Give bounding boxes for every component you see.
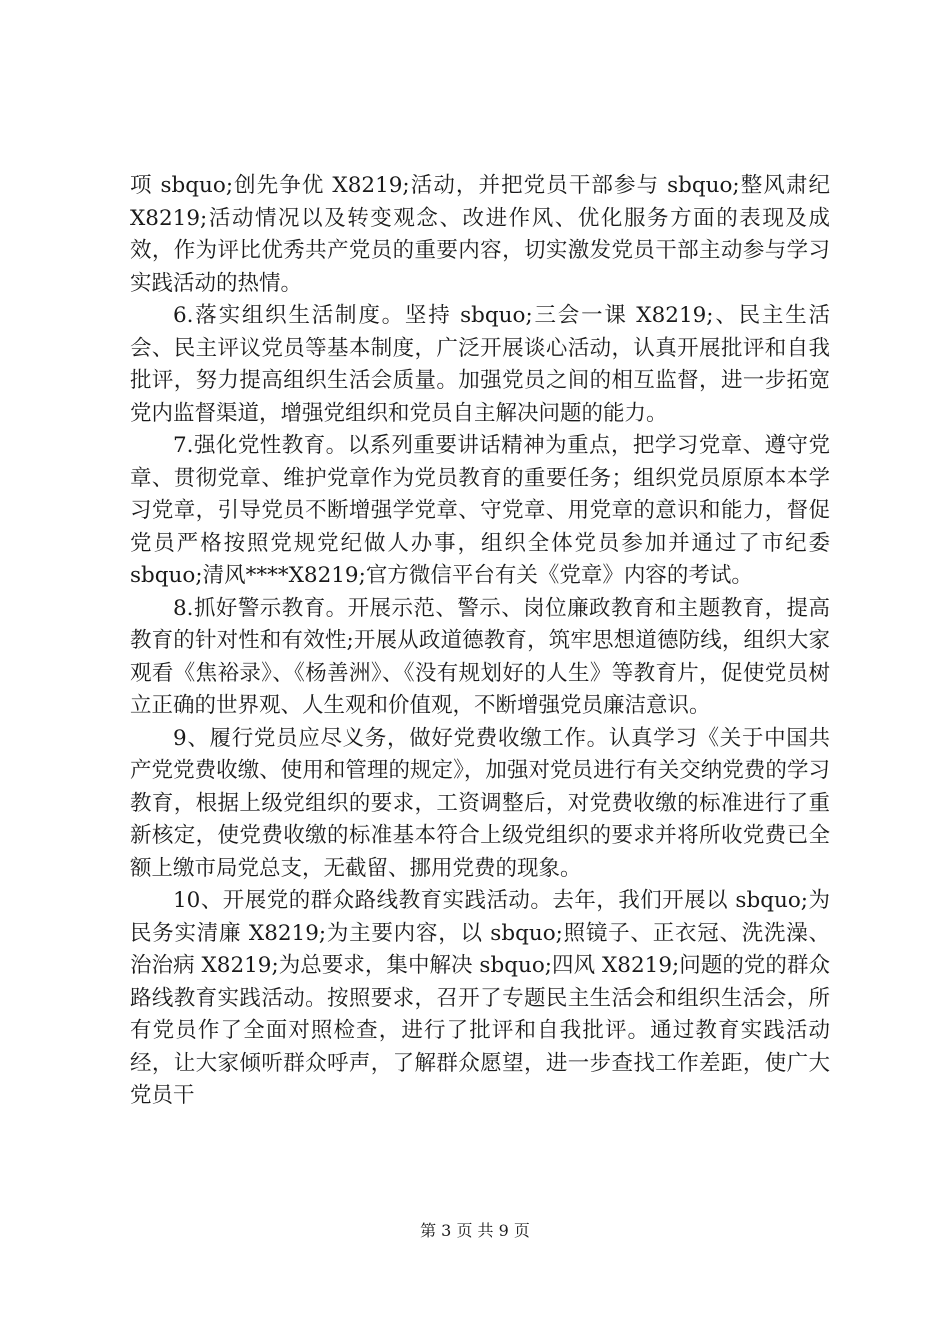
paragraph-continuation: 项 sbquo;创先争优 X8219;活动，并把党员干部参与 sbquo;整风肃纪 X8219;活动情况以及转变观念、改进作风、优化服务方面的表现及成效，作为评比优秀共产党员的重要内容，切实激发党员干部主动参与学习实践活动的热情。 — [130, 173, 830, 296]
paragraph-7: 7.强化党性教育。以系列重要讲话精神为重点，把学习党章、遵守党章、贯彻党章、维护党章作为党员教育的重要任务；组织党员原原本本学习党章，引导党员不断增强学党章、守党章、用党章的意识和能力，督促党员严格按照党规党纪做人办事，组织全体党员参加并通过了市纪委 sbquo;清风****X8219;官方微信平台有关《党章》内容的考试。 — [130, 433, 830, 588]
paragraph-6: 6.落实组织生活制度。坚持 sbquo;三会一课 X8219;、民主生活会、民主评议党员等基本制度，广泛开展谈心活动，认真开展批评和自我批评，努力提高组织生活会质量。加强党员之间的相互监督，进一步拓宽党内监督渠道，增强党组织和党员自主解决问题的能力。 — [130, 303, 830, 426]
page-number-footer: 第 3 页 共 9 页 — [420, 1221, 530, 1240]
paragraph-9: 9、履行党员应尽义务，做好党费收缴工作。认真学习《关于中国共产党党费收缴、使用和管理的规定》，加强对党员进行有关交纳党费的学习教育，根据上级党组织的要求，工资调整后，对党费收缴的标准进行了重新核定，使党费收缴的标准基本符合上级党组织的要求并将所收党费已全额上缴市局党总支，无截留、挪用党费的现象。 — [130, 725, 830, 881]
paragraph-8: 8.抓好警示教育。开展示范、警示、岗位廉政教育和主题教育，提高教育的针对性和有效性;开展从政道德教育，筑牢思想道德防线，组织大家观看《焦裕录》、《杨善洲》、《没有规划好的人生》等教育片，促使党员树立正确的世界观、人生观和价值观，不断增强党员廉洁意识。 — [130, 595, 830, 718]
body-text — [130, 170, 830, 1113]
paragraph-10: 10、开展党的群众路线教育实践活动。去年，我们开展以 sbquo;为民务实清廉 X8219;为主要内容，以 sbquo;照镜子、正衣冠、洗洗澡、治治病 X8219;为总要求，集中解决 sbquo;四风 X8219;问题的党的群众路线教育实践活动。按照要求，召开了专题民主生活会和组织生活会，所有党员作了全面对照检查，进行了批评和自我批评。通过教育实践活动经，让大家倾听群众呼声，了解群众愿望，进一步查找工作差距，使广大党员干 — [130, 888, 830, 1108]
